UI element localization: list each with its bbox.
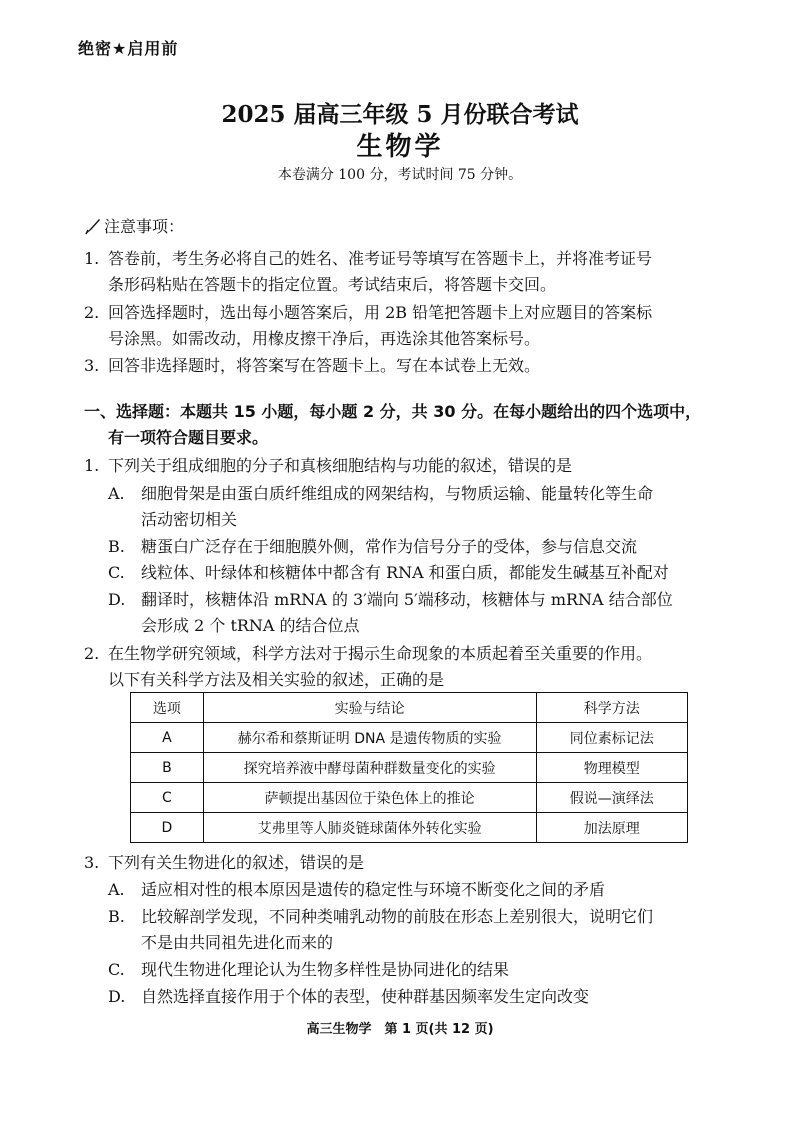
exam-meta: 本卷满分 100 分，考试时间 75 分钟。 [277, 167, 523, 183]
option-text: 自然选择直接作用于个体的表型，使种群基因频率发生定向改变 [141, 987, 590, 1006]
question-number: 2. [84, 644, 100, 663]
option-letter: B. [108, 537, 125, 556]
table-row [131, 783, 688, 813]
question-stem: 在生物学研究领域，科学方法对于揭示生命现象的本质起着至关重要的作用。 [108, 644, 653, 663]
question-stem: 以下有关科学方法及相关实验的叙述，正确的是 [108, 670, 445, 689]
subject-title: 生物学 [356, 132, 444, 162]
option-letter: B. [108, 907, 125, 926]
table-header-row [131, 693, 688, 723]
option-text: 糖蛋白广泛存在于细胞膜外侧，常作为信号分子的受体，参与信息交流 [141, 537, 638, 556]
option-text: 适应相对性的根本原因是遗传的稳定性与环境不断变化之间的矛盾 [141, 880, 606, 899]
option-text: 细胞骨架是由蛋白质纤维组成的网架结构，与物质运输、能量转化等生命 [141, 484, 654, 503]
option-text: 翻译时，核糖体沿 mRNA 的 3′端向 5′端移动，核糖体与 mRNA 结合部位 [141, 590, 673, 609]
table-cell: 赫尔希和蔡斯证明 DNA 是遗传物质的实验 [203, 723, 536, 753]
table-header: 选项 [131, 693, 204, 723]
notes-heading-text: 注意事项： [104, 217, 185, 236]
table-cell: 萨顿提出基因位于染色体上的推论 [203, 783, 536, 813]
option-letter: A. [108, 880, 125, 899]
table-cell: 探究培养液中酵母菌种群数量变化的实验 [203, 753, 536, 783]
option-text: 现代生物进化理论认为生物多样性是协同进化的结果 [141, 960, 510, 979]
table-cell: 假说—演绎法 [536, 783, 687, 813]
page-footer: 高三生物学 第 1 页(共 12 页) [306, 1022, 494, 1037]
option-text: 会形成 2 个 tRNA 的结合位点 [141, 616, 360, 635]
table-row [131, 723, 688, 753]
pen-icon [84, 217, 102, 235]
note-line: 回答选择题时，选出每小题答案后，用 2B 铅笔把答题卡上对应题目的答案标 [108, 303, 653, 322]
option-letter: C. [108, 960, 125, 979]
question-stem: 下列关于组成细胞的分子和真核细胞结构与功能的叙述，错误的是 [108, 456, 573, 475]
note-number: 2. [84, 303, 100, 322]
notes-heading [84, 214, 184, 237]
table-header: 科学方法 [536, 693, 687, 723]
table-cell: 同位素标记法 [536, 723, 687, 753]
option-letter: D. [108, 590, 126, 609]
table-cell: A [131, 723, 204, 753]
table-cell: B [131, 753, 204, 783]
note-line: 条形码粘贴在答题卡的指定位置。考试结束后，将答题卡交回。 [108, 275, 557, 294]
option-text: 不是由共同祖先进化而来的 [141, 933, 334, 952]
option-letter: C. [108, 563, 125, 582]
table-row [131, 813, 688, 843]
note-line: 回答非选择题时，将答案写在答题卡上。写在本试卷上无效。 [108, 356, 541, 375]
section-heading: 一、选择题：本题共 15 小题，每小题 2 分，共 30 分。在每小题给出的四个选项中， [84, 402, 702, 421]
note-line: 号涂黑。如需改动，用橡皮擦干净后，再选涂其他答案标号。 [108, 329, 541, 348]
option-text: 活动密切相关 [141, 510, 238, 529]
table-cell: D [131, 813, 204, 843]
section-heading-cont: 有一项符合题目要求。 [108, 428, 269, 447]
table-row [131, 753, 688, 783]
methods-table [130, 692, 688, 843]
question-stem: 下列有关生物进化的叙述，错误的是 [108, 853, 365, 872]
table-cell: 加法原理 [536, 813, 687, 843]
note-line: 答卷前，考生务必将自己的姓名、准考证号等填写在答题卡上，并将准考证号 [108, 249, 653, 268]
table-header: 实验与结论 [203, 693, 536, 723]
exam-title: 2025 届高三年级 5 月份联合考试 [221, 101, 579, 128]
option-text: 比较解剖学发现，不同种类哺乳动物的前肢在形态上差别很大，说明它们 [141, 907, 654, 926]
table-cell: 艾弗里等人肺炎链球菌体外转化实验 [203, 813, 536, 843]
note-number: 3. [84, 356, 100, 375]
option-letter: A. [108, 484, 125, 503]
question-number: 3. [84, 853, 100, 872]
table-cell: 物理模型 [536, 753, 687, 783]
confidential-label: 绝密★启用前 [78, 39, 179, 58]
note-number: 1. [84, 249, 100, 268]
option-letter: D. [108, 987, 126, 1006]
question-number: 1. [84, 456, 100, 475]
option-text: 线粒体、叶绿体和核糖体中都含有 RNA 和蛋白质，都能发生碱基互补配对 [141, 563, 669, 582]
table-cell: C [131, 783, 204, 813]
